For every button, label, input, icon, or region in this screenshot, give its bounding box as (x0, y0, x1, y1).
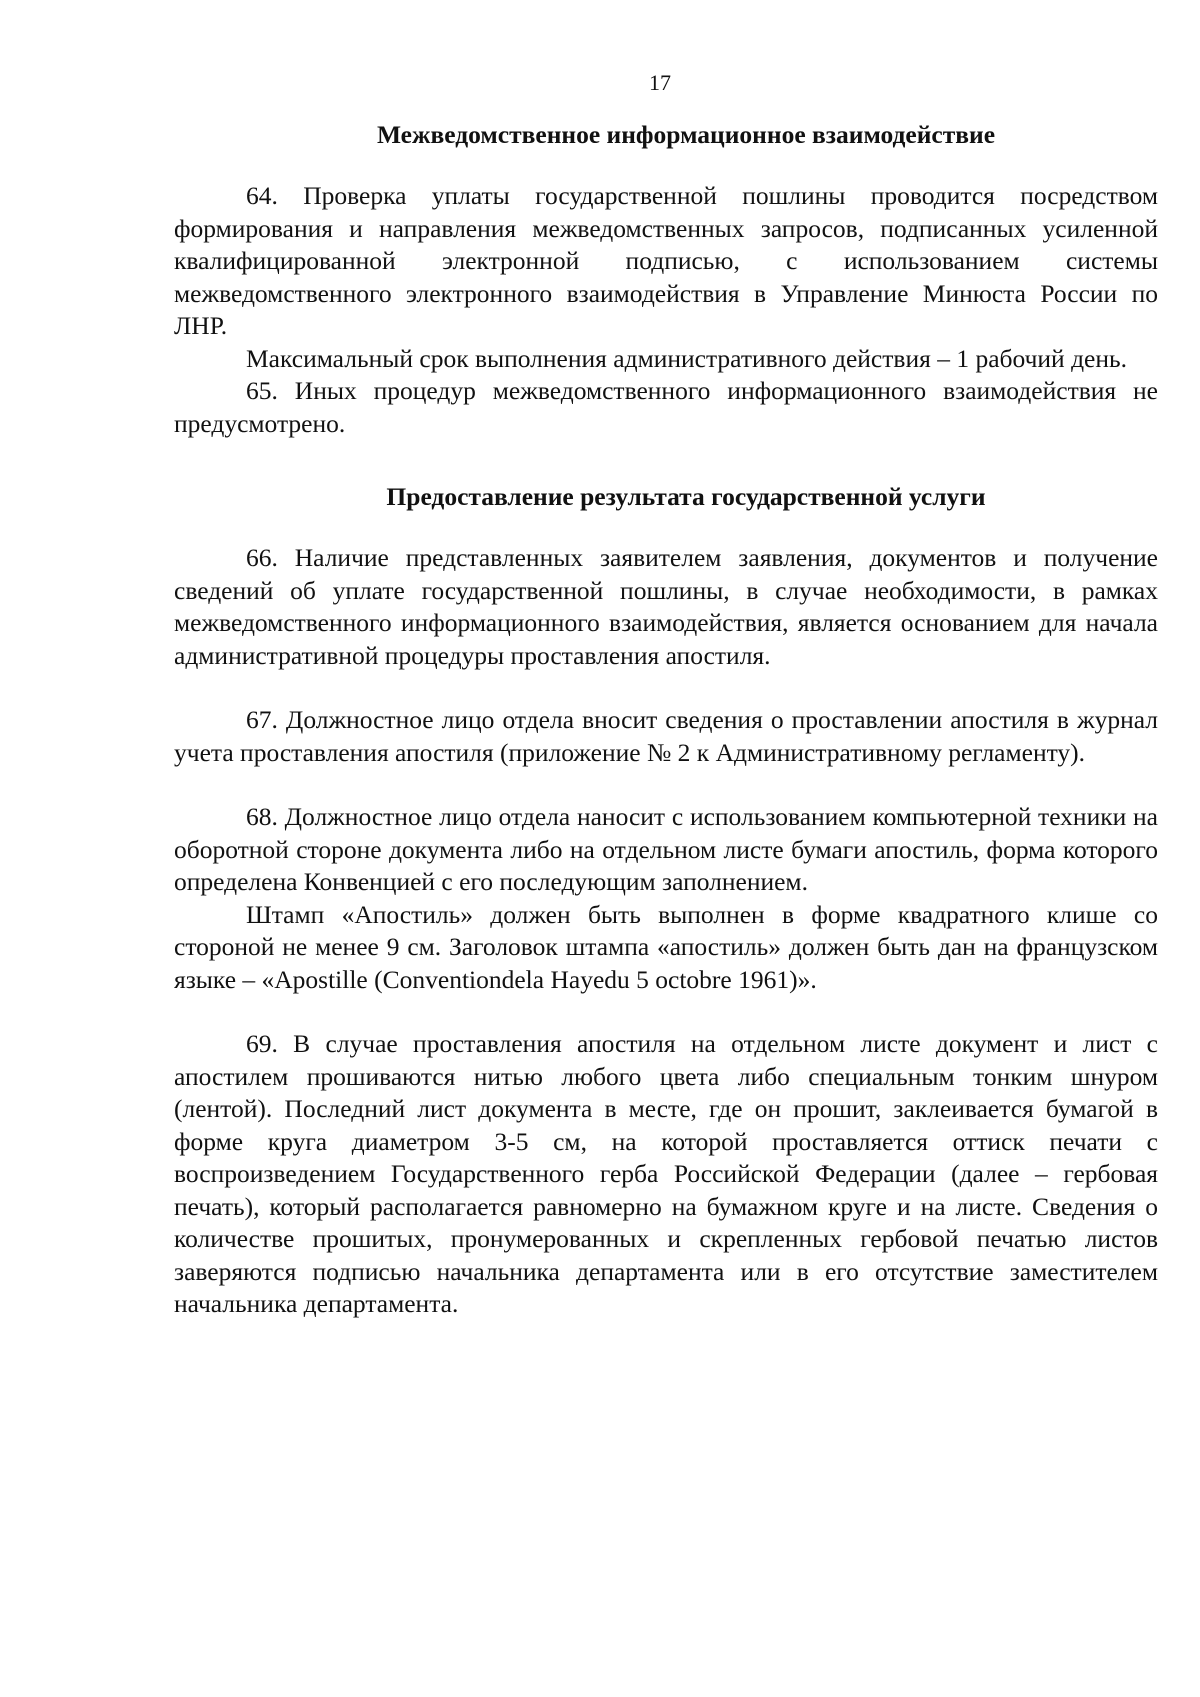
document-body (174, 118, 1158, 1321)
paragraph-67: 67. Должностное лицо отдела вносит сведения о проставлении апостиля в журнал учета проставления апостиля (приложение № 2 к Административному регламенту). (174, 705, 1158, 767)
paragraph-66: 66. Наличие представленных заявителем заявления, документов и получение сведений об уплате государственной пошлины, в случае необходимости, в рамках межведомственного информационного взаимодействия, является основанием для начала административной процедуры проставления апостиля. (174, 543, 1158, 670)
paragraph-64-deadline: Максимальный срок выполнения административного действия – 1 рабочий день. (246, 343, 1128, 373)
paragraph-65: 65. Иных процедур межведомственного информационного взаимодействия не предусмотрено. (174, 376, 1158, 438)
paragraph-68-stamp: Штамп «Апостиль» должен быть выполнен в форме квадратного клише со стороной не менее 9 см. Заголовок штампа «апостиль» должен быть дан на французском языке – «Apostille (Conventiondela Hayedu 5 octobre 1961)». (174, 899, 1158, 994)
paragraph-69: 69. В случае проставления апостиля на отдельном листе документ и лист с апостилем прошиваются нитью любого цвета либо специальным тонким шнуром (лентой). Последний лист документа в месте, где он прошит, заклеивается бумагой в форме круга диаметром 3-5 см, на которой проставляется оттиск печати с воспроизведением Государственного герба Российской Федерации (далее – гербовая печать), который располагается равномерно на бумажном круге и на листе. Сведения о количестве прошитых, пронумерованных и скрепленных гербовой печатью листов заверяются подписью начальника департамента или в его отсутствие заместителем начальника департамента. (174, 1029, 1158, 1318)
page-number: 17 (649, 70, 671, 95)
paragraph-64: 64. Проверка уплаты государственной пошлины проводится посредством формирования и направления межведомственных запросов, подписанных усиленной квалифицированной электронной подписью, с использованием системы межведомственного электронного взаимодействия в Управление Минюста России по ЛНР. (174, 181, 1158, 340)
paragraph-68: 68. Должностное лицо отдела наносит с использованием компьютерной техники на оборотной стороне документа либо на отдельном листе бумаги апостиль, форма которого определена Конвенцией с его последующим заполнением. (174, 802, 1158, 896)
section-heading-interagency: Межведомственное информационное взаимодействие (376, 120, 996, 149)
section-heading-result: Предоставление результата государственной услуги (386, 482, 986, 511)
